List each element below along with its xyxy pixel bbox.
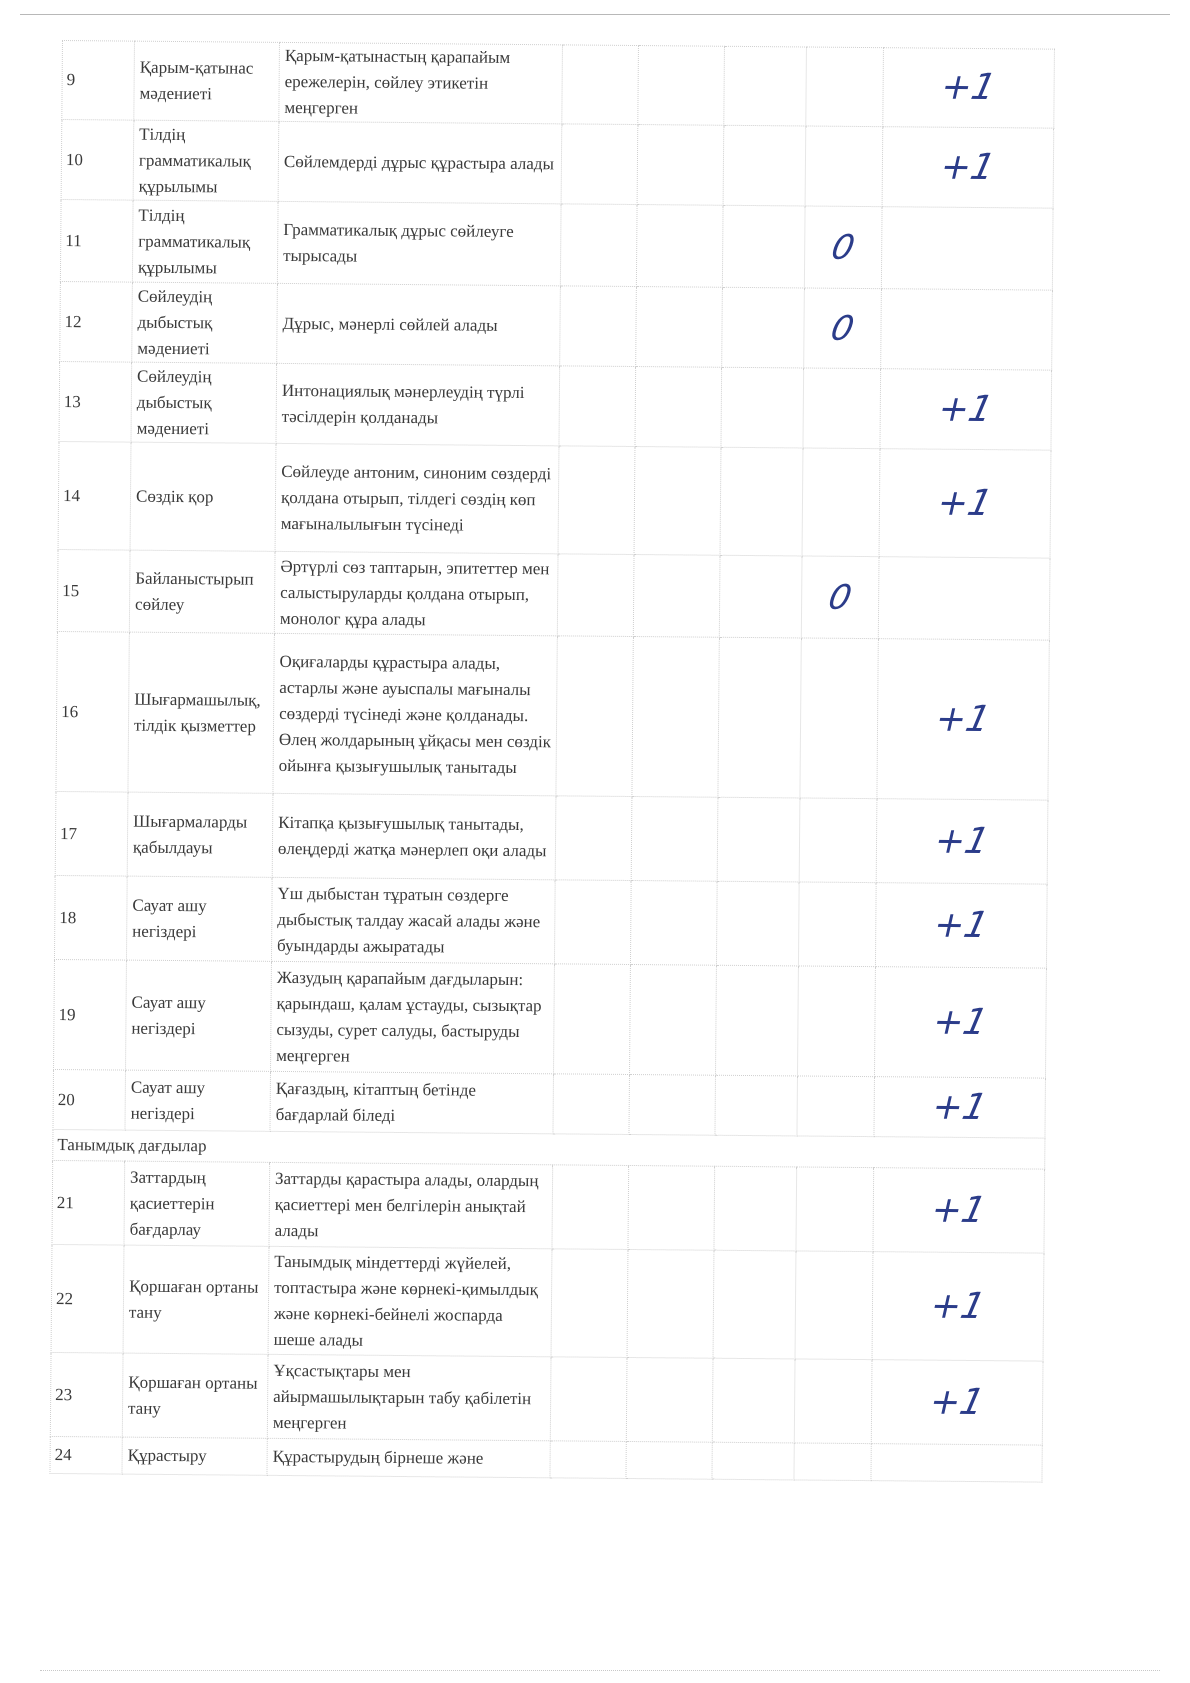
score-cell [803, 368, 881, 449]
score-mark: +1 [926, 1381, 989, 1423]
skill-area: Сөздік қор [130, 442, 276, 551]
score-cell [637, 125, 724, 206]
row-number: 18 [54, 875, 127, 960]
skill-area: Заттардың қасиеттерін бағдарлау [124, 1161, 270, 1246]
skill-description: Дұрыс, мәнерлі сөйлей алады [277, 283, 561, 365]
score-cell [716, 881, 799, 966]
score-cell [723, 125, 806, 206]
score-cell [794, 1443, 871, 1481]
score-cell [878, 557, 1050, 640]
handwritten-score [875, 883, 1047, 968]
skill-description: Грамматикалық дұрыс сөйлеуге тырысады [277, 201, 561, 285]
score-cell [713, 1250, 796, 1359]
score-cell [802, 448, 880, 557]
row-number: 15 [57, 549, 130, 632]
table-row [55, 791, 1048, 884]
score-cell [715, 1075, 798, 1136]
row-number: 19 [54, 959, 127, 1070]
table-row [58, 441, 1051, 558]
handwritten-score [877, 639, 1049, 800]
score-cell [560, 286, 637, 367]
skill-area: Сауат ашу негіздері [126, 960, 272, 1071]
table-row [60, 199, 1053, 290]
score-cell [629, 1074, 716, 1135]
row-number: 23 [50, 1352, 123, 1437]
page-bottom-edge [40, 1670, 1160, 1671]
skill-area: Қоршаған ортаны тану [123, 1245, 269, 1354]
skill-area: Сауат ашу негіздері [126, 876, 272, 961]
score-cell [558, 446, 635, 555]
score-cell [626, 1357, 713, 1442]
row-number: 10 [61, 120, 134, 201]
score-cell [721, 367, 804, 448]
section-title: Танымдық дағдылар [53, 1129, 1045, 1169]
score-mark: +1 [931, 820, 994, 862]
handwritten-score [882, 127, 1054, 208]
table-row [50, 1352, 1043, 1445]
score-cell [714, 1166, 797, 1251]
skill-area: Сөйлеудің дыбыстық мәдениеті [131, 362, 277, 443]
score-cell [799, 798, 877, 883]
score-cell [636, 287, 723, 368]
assessment-table [49, 40, 1054, 1483]
score-cell [712, 1358, 795, 1443]
row-number: 22 [51, 1244, 124, 1353]
handwritten-score [883, 48, 1055, 128]
skill-description: Сөйлеуде антоним, синоним сөздерді қолдана отырып, тілдегі сөздің көп мағыналылығын түсінеді [275, 443, 559, 553]
score-cell [797, 966, 875, 1077]
score-cell [628, 1165, 715, 1250]
skill-description: Құрастырудың бірнеше және [267, 1438, 550, 1477]
score-cell [561, 124, 638, 205]
skill-area: Сөйлеудің дыбыстық мәдениеті [132, 282, 278, 363]
score-cell [724, 46, 807, 126]
table-row [51, 1244, 1044, 1361]
score-cell [559, 366, 636, 447]
skill-area: Қарым-қатынас мәдениеті [134, 41, 280, 121]
table-row [50, 1436, 1042, 1482]
score-mark: 0 [827, 227, 859, 268]
assessment-sheet [49, 40, 1053, 1483]
score-cell [722, 205, 805, 288]
score-cell [554, 880, 631, 965]
score-cell [720, 447, 803, 556]
skill-description: Ұқсастықтары мен айырмашылықтарын табу қабілетін меңгерген [267, 1354, 551, 1440]
handwritten-score [871, 1444, 1042, 1482]
score-cell [550, 1357, 627, 1442]
score-cell [562, 45, 639, 125]
score-cell [797, 1076, 875, 1137]
skill-area: Байланыстырып сөйлеу [129, 550, 275, 633]
table-row [54, 959, 1047, 1078]
row-number: 17 [55, 791, 128, 876]
skill-area: Сауат ашу негіздері [125, 1070, 271, 1131]
score-cell [551, 1249, 628, 1358]
score-cell [550, 1441, 626, 1479]
row-number: 12 [60, 281, 133, 362]
score-cell [630, 880, 717, 965]
score-cell [553, 964, 630, 1075]
score-cell [634, 447, 721, 556]
row-number: 11 [60, 199, 133, 282]
row-number: 20 [53, 1069, 126, 1130]
score-mark: +1 [932, 698, 995, 740]
row-number: 14 [58, 441, 131, 550]
skill-description: Заттарды қарастыра алады, олардың қасиеттері мен белгілерін анықтай алады [269, 1162, 553, 1248]
score-cell [631, 797, 718, 882]
score-cell [627, 1249, 714, 1358]
score-mark: +1 [928, 1086, 991, 1128]
score-cell [805, 126, 883, 207]
score-cell [796, 1167, 874, 1252]
skill-description: Үш дыбыстан тұратын сөздерге дыбыстық талдау жасай алады және буындарды ажыратады [271, 877, 555, 963]
score-cell [553, 1074, 630, 1135]
handwritten-score [873, 1168, 1045, 1253]
handwritten-score [880, 369, 1052, 450]
table-row [54, 875, 1047, 968]
score-cell [556, 636, 633, 797]
row-number: 24 [50, 1436, 122, 1474]
row-number: 9 [62, 41, 135, 121]
score-cell [638, 46, 725, 126]
skill-description: Жазудың қарапайым дағдыларын: қарындаш, қалам ұстауды, сызықтар сызуды, сурет салуды, бастыруды меңгерген [271, 961, 555, 1073]
score-mark: +1 [934, 482, 997, 524]
skill-description: Танымдық міндеттерді жүйелей, топтастыра және көрнекі-қимылдық және көрнекі-бейнелі жоспарда шеше алады [268, 1246, 552, 1356]
score-cell [798, 882, 876, 967]
table-row [61, 120, 1054, 209]
score-cell [881, 207, 1053, 290]
score-cell [806, 47, 884, 127]
score-mark: +1 [927, 1189, 990, 1231]
score-cell [633, 555, 720, 638]
score-cell [794, 1359, 872, 1444]
score-cell [629, 964, 716, 1075]
score-cell [555, 796, 632, 881]
handwritten-score [871, 1360, 1043, 1445]
skill-area: Қоршаған ортаны тану [122, 1353, 268, 1438]
score-cell [722, 287, 805, 368]
score-mark: +1 [930, 904, 993, 946]
score-cell [715, 965, 798, 1076]
score-cell [635, 367, 722, 448]
score-cell [712, 1442, 794, 1480]
page-top-edge [20, 14, 1170, 15]
score-mark: +1 [929, 1001, 992, 1043]
score-mark: 0 [827, 308, 858, 349]
score-mark: +1 [927, 1285, 990, 1327]
score-cell [557, 554, 634, 637]
table-row [60, 281, 1053, 370]
skill-description: Интонациялық мәнерлеудің түрлі тәсілдерін қолданады [276, 363, 560, 445]
skill-area: Құрастыру [122, 1437, 267, 1475]
handwritten-score [804, 206, 882, 289]
handwritten-score [879, 449, 1051, 558]
table-row [59, 361, 1052, 450]
score-cell [719, 555, 802, 638]
skill-description: Әртүрлі сөз таптарын, эпитеттер мен салыстыруларды қолдана отырып, монолог құра алады [274, 551, 558, 635]
skill-area: Шығармашылық, тілдік қызметтер [128, 632, 274, 793]
table-row [62, 41, 1055, 129]
score-cell [632, 637, 719, 798]
row-number: 16 [56, 631, 129, 792]
row-number: 13 [59, 361, 132, 442]
handwritten-score [874, 967, 1046, 1078]
table-row [57, 549, 1050, 640]
score-mark: +1 [937, 66, 1000, 109]
score-cell [717, 797, 800, 882]
score-cell [800, 638, 878, 799]
handwritten-score [876, 799, 1048, 884]
skill-description: Кітапқа қызығушылық танытады, өлеңдерді жатқа мәнерлеп оқи алады [272, 793, 556, 879]
score-cell [718, 637, 801, 798]
score-cell [636, 205, 723, 288]
handwritten-score [801, 556, 879, 639]
score-cell [881, 289, 1053, 370]
handwritten-score [872, 1252, 1044, 1361]
skill-description: Сөйлемдерді дұрыс құрастыра алады [278, 121, 562, 203]
skill-description: Оқиғаларды құрастыра алады, астарлы және ауыспалы мағыналы сөздерді түсінеді және қолданады. Өлең жолдарының ұйқасы мен сөздік ойынға қызығушылық танытады [273, 633, 557, 795]
table-row [52, 1160, 1045, 1253]
handwritten-score [804, 288, 882, 369]
table-row [56, 631, 1049, 800]
skill-area: Шығармаларды қабылдауы [127, 792, 273, 877]
score-cell [552, 1165, 629, 1250]
skill-area: Тілдің грамматикалық құрылымы [132, 200, 278, 283]
skill-description: Қарым-қатынастың қарапайым ережелерін, сөйлеу этикетін меңгерген [279, 42, 563, 123]
score-mark: +1 [934, 388, 997, 430]
skill-area: Тілдің грамматикалық құрылымы [133, 120, 279, 201]
skill-description: Қағаздың, кітаптың бетінде бағдарлай біледі [270, 1071, 554, 1133]
handwritten-score [874, 1077, 1046, 1138]
score-cell [560, 204, 637, 287]
table-row [53, 1069, 1045, 1138]
score-cell [626, 1441, 712, 1479]
row-number: 21 [52, 1160, 125, 1245]
score-mark: 0 [824, 577, 856, 618]
score-cell [795, 1251, 873, 1360]
score-mark: +1 [936, 146, 1000, 188]
